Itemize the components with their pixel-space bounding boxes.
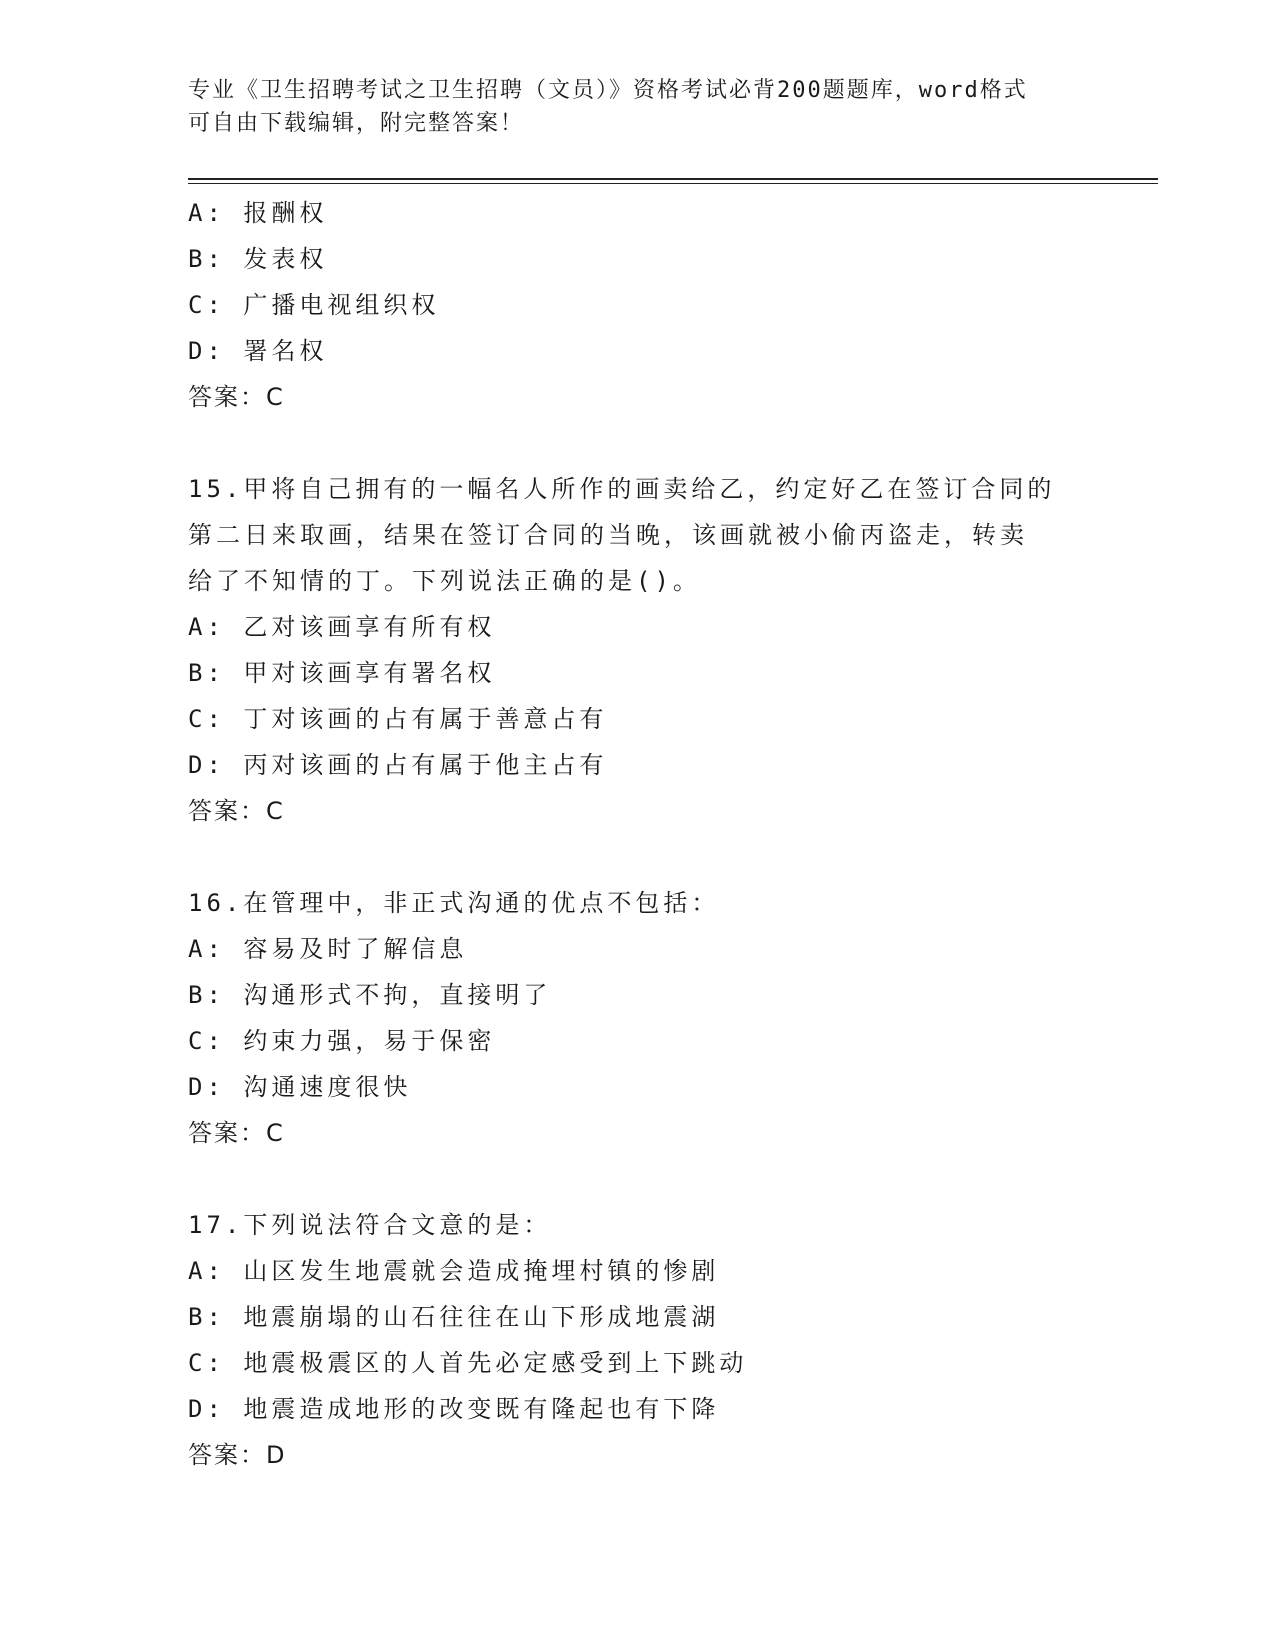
header-divider-thin [188,183,1158,184]
option-c: C: 地震极震区的人首先必定感受到上下跳动 [188,1349,748,1377]
option-d: D: 丙对该画的占有属于他主占有 [188,751,608,779]
option-c: C: 广播电视组织权 [188,291,440,319]
answer-line: 答案：C [188,1119,285,1147]
option-c: C: 丁对该画的占有属于善意占有 [188,705,608,733]
header-line-1: 专业《卫生招聘考试之卫生招聘（文员）》资格考试必背200题题库，word格式 [188,78,1028,103]
question-stem-line: 第二日来取画，结果在签订合同的当晚，该画就被小偷丙盗走，转卖 [188,521,1028,549]
question-14 [188,190,1108,420]
question-stem-line: 17.下列说法符合文意的是： [188,1211,552,1239]
question-stem-line: 给了不知情的丁。下列说法正确的是()。 [188,567,701,595]
option-d: D: 署名权 [188,337,328,365]
option-a: A: 山区发生地震就会造成掩埋村镇的惨剧 [188,1257,720,1285]
option-b: B: 发表权 [188,245,328,273]
option-c: C: 约束力强，易于保密 [188,1027,496,1055]
question-17 [188,1202,1108,1478]
option-a: A: 容易及时了解信息 [188,935,468,963]
option-d: D: 地震造成地形的改变既有隆起也有下降 [188,1395,720,1423]
question-16 [188,880,1108,1156]
answer-line: 答案：C [188,797,285,825]
document-header [188,74,1088,140]
answer-line: 答案：C [188,383,285,411]
option-b: B: 地震崩塌的山石往往在山下形成地震湖 [188,1303,720,1331]
option-a: A: 乙对该画享有所有权 [188,613,496,641]
option-b: B: 沟通形式不拘，直接明了 [188,981,552,1009]
question-15 [188,466,1108,834]
option-b: B: 甲对该画享有署名权 [188,659,496,687]
answer-line: 答案：D [188,1441,287,1469]
question-stem-line: 16.在管理中，非正式沟通的优点不包括： [188,889,720,917]
header-line-2: 可自由下载编辑，附完整答案！ [188,111,525,136]
question-stem-line: 15.甲将自己拥有的一幅名人所作的画卖给乙，约定好乙在签订合同的 [188,475,1056,503]
option-a: A: 报酬权 [188,199,328,227]
question-list [188,190,1108,1478]
header-divider-thick [188,178,1158,180]
option-d: D: 沟通速度很快 [188,1073,412,1101]
